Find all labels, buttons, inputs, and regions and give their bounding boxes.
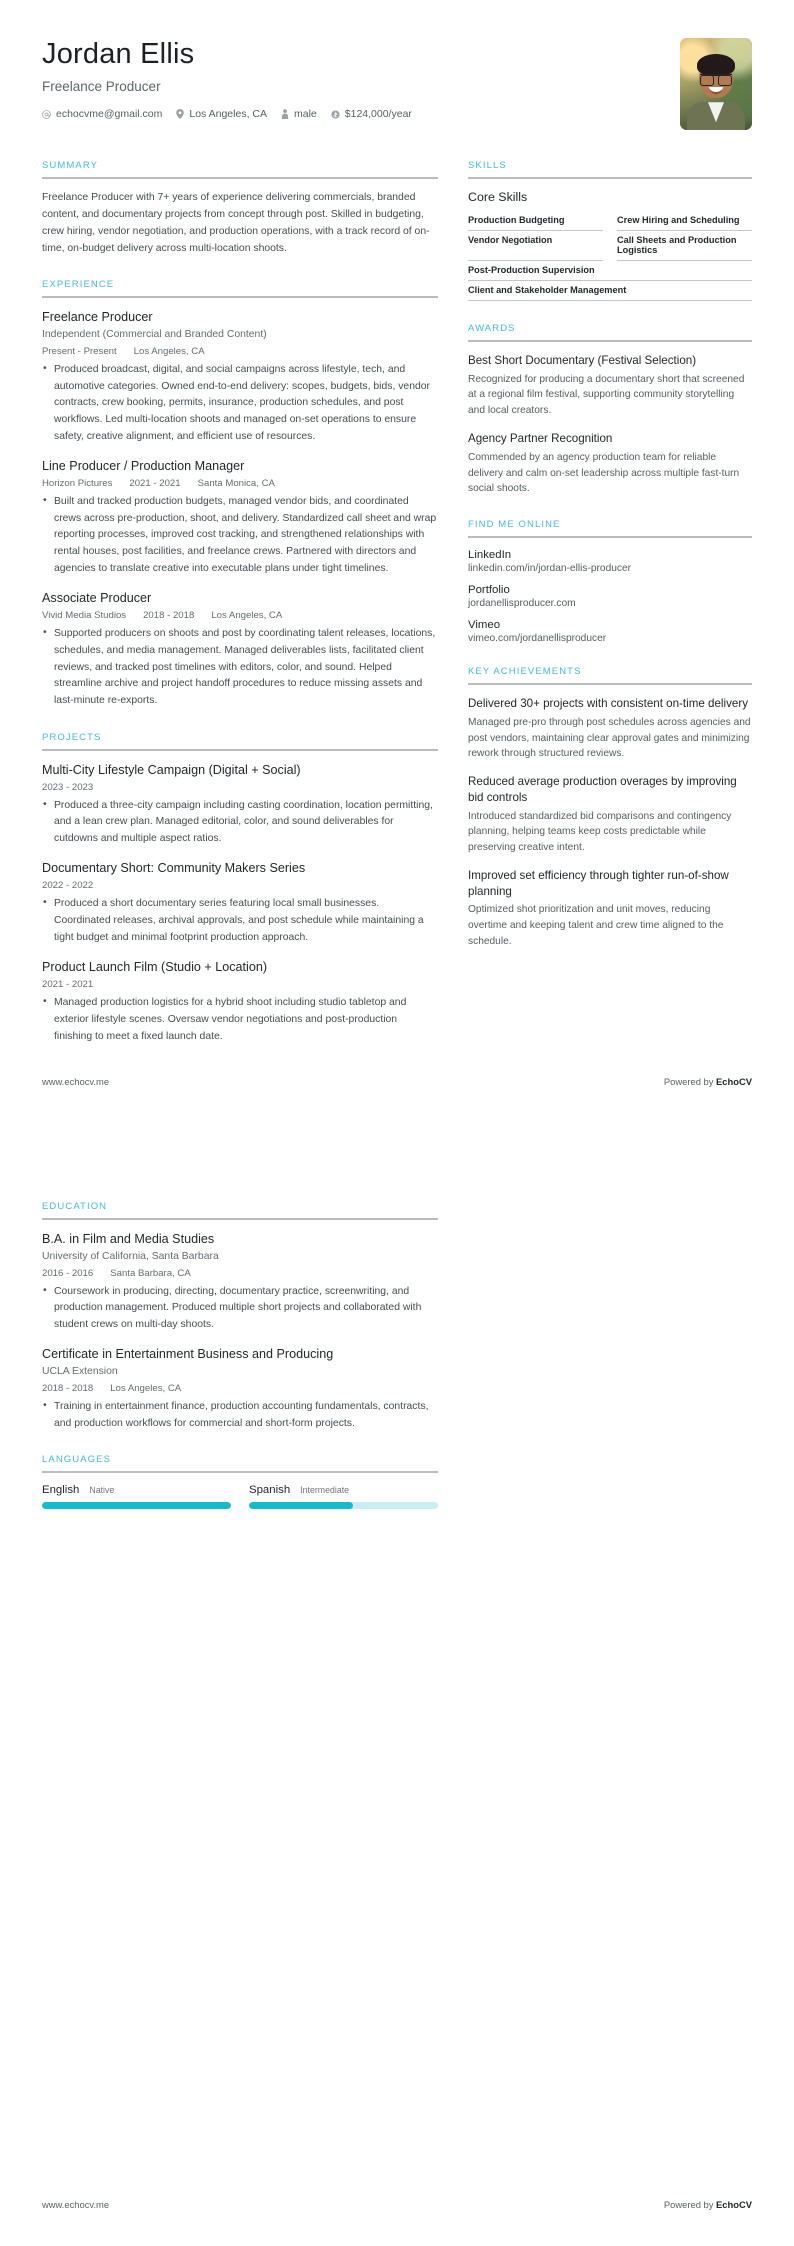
achievement-description: Optimized shot prioritization and unit moves, reducing overtime and keeping talent and crew time aligned to the schedule. [468, 904, 724, 947]
footer-powered-prefix: Powered by [663, 1076, 717, 1087]
award-title: Agency Partner Recognition [468, 432, 613, 446]
education-location: Los Angeles, CA [110, 1383, 182, 1395]
online-label: LinkedIn [468, 549, 512, 562]
education-column [42, 1201, 438, 1509]
experience-entry [42, 309, 438, 445]
language-item [249, 1484, 438, 1509]
project-dates: 2023 - 2023 [42, 781, 94, 793]
candidate-name: Jordan Ellis [42, 38, 195, 70]
header-identity [42, 38, 412, 120]
contact-gender-text: male [294, 108, 317, 121]
experience-dates: 2021 - 2021 [129, 478, 181, 490]
skill-item: Production Budgeting [468, 211, 603, 231]
skills-group-title: Core Skills [468, 190, 528, 204]
experience-bullet: • Built and tracked production budgets, managed vendor bids, and coordinated crews across pre-production, shoot, and delivery. Standardized call sheet and wrap reporting processes, improved cost tracking, and strengthened relationships with rental houses, post facilities, and freelance crews. Partnered with directors and agencies to translate creative into executable plans under tight timelines. [54, 494, 438, 577]
experience-org: Horizon Pictures [42, 478, 113, 490]
language-progress-track [249, 1502, 438, 1509]
project-title: Multi-City Lifestyle Campaign (Digital + Social) [42, 762, 301, 777]
project-title: Documentary Short: Community Makers Series [42, 861, 306, 876]
summary-section-title: SUMMARY [42, 160, 99, 171]
section-summary [42, 160, 438, 257]
language-header [249, 1484, 438, 1496]
experience-section-title: EXPERIENCE [42, 279, 115, 291]
experience-org: Vivid Media Studios [42, 610, 127, 622]
experience-title: Line Producer / Production Manager [42, 459, 245, 474]
project-bullets [42, 995, 438, 1045]
experience-entry [42, 590, 438, 709]
avatar [680, 38, 752, 130]
footer-powered-prefix: Powered by [663, 2199, 717, 2210]
skills-section-title: SKILLS [468, 160, 507, 171]
avatar-glasses [700, 74, 732, 83]
avatar-person [693, 58, 739, 130]
languages-row [42, 1484, 438, 1509]
section-education [42, 1201, 438, 1432]
education-dates: 2016 - 2016 [42, 1267, 94, 1279]
experience-location: Santa Monica, CA [197, 478, 275, 490]
award-title: Best Short Documentary (Festival Selection) [468, 354, 697, 367]
online-section-title: FIND ME ONLINE [468, 519, 561, 531]
language-name: Spanish [249, 1484, 291, 1497]
project-bullets [42, 798, 438, 848]
contact-salary [331, 108, 412, 120]
experience-bullets [42, 494, 438, 577]
education-bullets [42, 1284, 438, 1334]
section-languages [42, 1454, 438, 1509]
online-item[interactable] [468, 549, 752, 574]
skills-divider [468, 177, 752, 179]
section-find-me-online [468, 519, 752, 644]
page-footer [42, 2199, 752, 2210]
summary-divider [42, 177, 438, 179]
education-section-title: EDUCATION [42, 1201, 108, 1212]
project-entry [42, 959, 438, 1045]
language-level: Intermediate [300, 1485, 350, 1496]
email-icon [42, 110, 51, 119]
section-experience [42, 279, 438, 709]
award-item [468, 431, 752, 497]
footer-brand [664, 1076, 752, 1087]
experience-bullets [42, 626, 438, 709]
language-progress-fill [249, 1502, 353, 1509]
awards-section-title: AWARDS [468, 323, 516, 334]
project-entry [42, 860, 438, 946]
language-progress-track [42, 1502, 231, 1509]
education-bullet: • Coursework in producing, directing, documentary practice, screenwriting, and production management. Produced multiple short projects and collaborated with student crews on multi-day shoots. [54, 1284, 438, 1334]
page-footer [42, 1076, 752, 1087]
skills-grid [468, 211, 752, 301]
education-divider [42, 1218, 438, 1220]
project-title: Product Launch Film (Studio + Location) [42, 960, 268, 975]
footer-brand-name: EchoCV [716, 2199, 752, 2210]
contact-gender [281, 108, 317, 120]
project-entry [42, 762, 438, 848]
achievements-divider [468, 683, 752, 685]
education-meta [42, 1268, 438, 1279]
language-level: Native [89, 1485, 115, 1496]
education-title: Certificate in Entertainment Business and Producing [42, 1347, 334, 1362]
achievement-title: Improved set efficiency through tighter run-of-show planning [468, 868, 729, 898]
person-icon [281, 109, 289, 119]
resume-header [0, 0, 794, 130]
online-url[interactable]: jordanellisproducer.com [468, 598, 576, 610]
achievement-item [468, 868, 752, 950]
project-bullet: • Produced a three-city campaign including casting coordination, location permitting, and a lean crew plan. Managed editorial, color, and sound deliverables for cutdowns and multiple aspect ratios. [54, 798, 438, 848]
education-meta [42, 1383, 438, 1394]
experience-location: Los Angeles, CA [133, 345, 205, 357]
experience-bullet: • Produced broadcast, digital, and social campaigns across lifestyle, tech, and automotive categories. Owned end-to-end delivery: scopes, budgets, bids, vendor contracts, crew booking, permits, insurance, production schedules, and post workflows. Led multi-location shoots and managed on-set operations to ensure safety, creative alignment, and efficient use of resources. [54, 362, 438, 445]
contact-salary-text: $124,000/year [344, 108, 412, 121]
skill-item: Vendor Negotiation [468, 231, 603, 261]
skill-item: Client and Stakeholder Management [468, 281, 752, 301]
achievement-item [468, 774, 752, 856]
online-divider [468, 536, 752, 538]
languages-section-title: LANGUAGES [42, 1454, 112, 1466]
projects-section-title: PROJECTS [42, 731, 102, 743]
education-org: University of California, Santa Barbara [42, 1251, 219, 1262]
salary-icon [331, 110, 340, 119]
online-item[interactable] [468, 584, 752, 609]
project-dates: 2022 - 2022 [42, 880, 94, 892]
contact-email-text: echocvme@gmail.com [56, 108, 163, 121]
location-pin-icon [176, 109, 184, 119]
achievement-item [468, 696, 752, 762]
footer-site[interactable]: www.echocv.me [42, 1076, 110, 1087]
project-bullet: • Produced a short documentary series featuring local small businesses. Coordinated releases, archival approvals, and post schedule while maintaining a tight budget and minimal footprint production approach. [54, 896, 438, 946]
candidate-role: Freelance Producer [42, 79, 161, 95]
experience-location: Los Angeles, CA [211, 610, 283, 622]
section-skills [468, 160, 752, 301]
section-projects [42, 732, 438, 1046]
summary-text: Freelance Producer with 7+ years of experience delivering commercials, branded content, and documentary projects from concept through post. Skilled in budgeting, crew hiring, vendor negotiation, and production operations, with a track record of on-time, on-budget delivery across multi-location shoots. [42, 192, 430, 254]
footer-brand [664, 2199, 752, 2210]
projects-divider [42, 749, 438, 751]
education-dates: 2018 - 2018 [42, 1383, 94, 1395]
experience-meta [42, 478, 438, 489]
experience-dates: Present - Present [42, 345, 117, 357]
project-bullet: • Managed production logistics for a hybrid shoot including studio tabletop and exterior lifestyle scenes. Oversaw vendor negotiations and post-production finishing to meet a fixed launch date. [54, 995, 438, 1045]
experience-meta [42, 610, 438, 621]
education-entry [42, 1231, 438, 1333]
language-progress-fill [42, 1502, 231, 1509]
online-label: Portfolio [468, 584, 510, 597]
section-key-achievements [468, 666, 752, 950]
experience-org: Independent (Commercial and Branded Content) [42, 329, 267, 341]
skill-item: Crew Hiring and Scheduling [617, 211, 752, 231]
achievement-title: Reduced average production overages by improving bid controls [468, 775, 737, 804]
project-dates: 2021 - 2021 [42, 979, 94, 991]
experience-dates: 2018 - 2018 [143, 610, 195, 622]
awards-divider [468, 340, 752, 342]
education-location: Santa Barbara, CA [110, 1267, 191, 1279]
right-column [468, 160, 752, 972]
award-item [468, 353, 752, 419]
sheet-2-body [0, 1123, 794, 1509]
language-item [42, 1484, 231, 1509]
contact-location [176, 108, 267, 120]
online-url[interactable]: vimeo.com/jordanellisproducer [468, 633, 607, 645]
skill-item: Call Sheets and Production Logistics [617, 231, 752, 261]
achievements-section-title: KEY ACHIEVEMENTS [468, 666, 582, 678]
education-bullets [42, 1399, 438, 1432]
body-columns [0, 130, 794, 1067]
achievement-title: Delivered 30+ projects with consistent on-time delivery [468, 697, 748, 711]
experience-bullet: • Supported producers on shoots and post by coordinating talent releases, locations, schedules, and media management. Managed deliverables lists, facilitated client reviews, and tracked post timelines with editors, color, and sound. Helped streamline archive and project handoff procedures to reduce missing assets and last-minute re-exports. [54, 626, 438, 709]
project-meta [42, 979, 438, 990]
experience-entry [42, 458, 438, 577]
online-url[interactable]: linkedin.com/in/jordan-ellis-producer [468, 563, 632, 575]
achievement-description: Managed pre-pro through post schedules across agencies and post vendors, maintaining clear approval gates and minimizing rework through structured reviews. [468, 716, 751, 760]
experience-bullets [42, 362, 438, 445]
contact-email [42, 108, 162, 120]
education-bullet: • Training in entertainment finance, production accounting fundamentals, contracts, and production workflows for commercial and short-form projects. [54, 1399, 438, 1432]
language-header [42, 1484, 231, 1496]
award-description: Recognized for producing a documentary short that screened at a regional film festival, supporting community storytelling and local creators. [468, 373, 745, 417]
education-title: B.A. in Film and Media Studies [42, 1232, 215, 1246]
experience-title: Associate Producer [42, 591, 152, 606]
languages-divider [42, 1471, 438, 1473]
experience-meta [42, 346, 438, 357]
experience-divider [42, 296, 438, 298]
project-meta [42, 880, 438, 891]
education-org: UCLA Extension [42, 1366, 118, 1378]
section-awards [468, 323, 752, 497]
online-item[interactable] [468, 619, 752, 644]
footer-brand-name: EchoCV [716, 1076, 752, 1087]
achievement-description: Introduced standardized bid comparisons and contingency planning, helping teams keep costs predictable while preserving creative intent. [468, 810, 732, 854]
project-bullets [42, 896, 438, 946]
contact-location-text: Los Angeles, CA [189, 108, 267, 121]
online-label: Vimeo [468, 619, 501, 632]
education-entry [42, 1346, 438, 1432]
resume-sheet-2 [0, 1123, 794, 2246]
contact-row [42, 108, 412, 120]
award-description: Commended by an agency production team for reliable delivery and calm on-set leadership across multiple fast-turn social shoots. [468, 451, 740, 495]
skill-item: Post-Production Supervision [468, 261, 752, 281]
footer-site[interactable]: www.echocv.me [42, 2199, 110, 2210]
avatar-hair [697, 54, 735, 76]
language-name: English [42, 1484, 80, 1497]
project-meta [42, 782, 438, 793]
experience-title: Freelance Producer [42, 310, 153, 325]
left-column [42, 160, 438, 1067]
